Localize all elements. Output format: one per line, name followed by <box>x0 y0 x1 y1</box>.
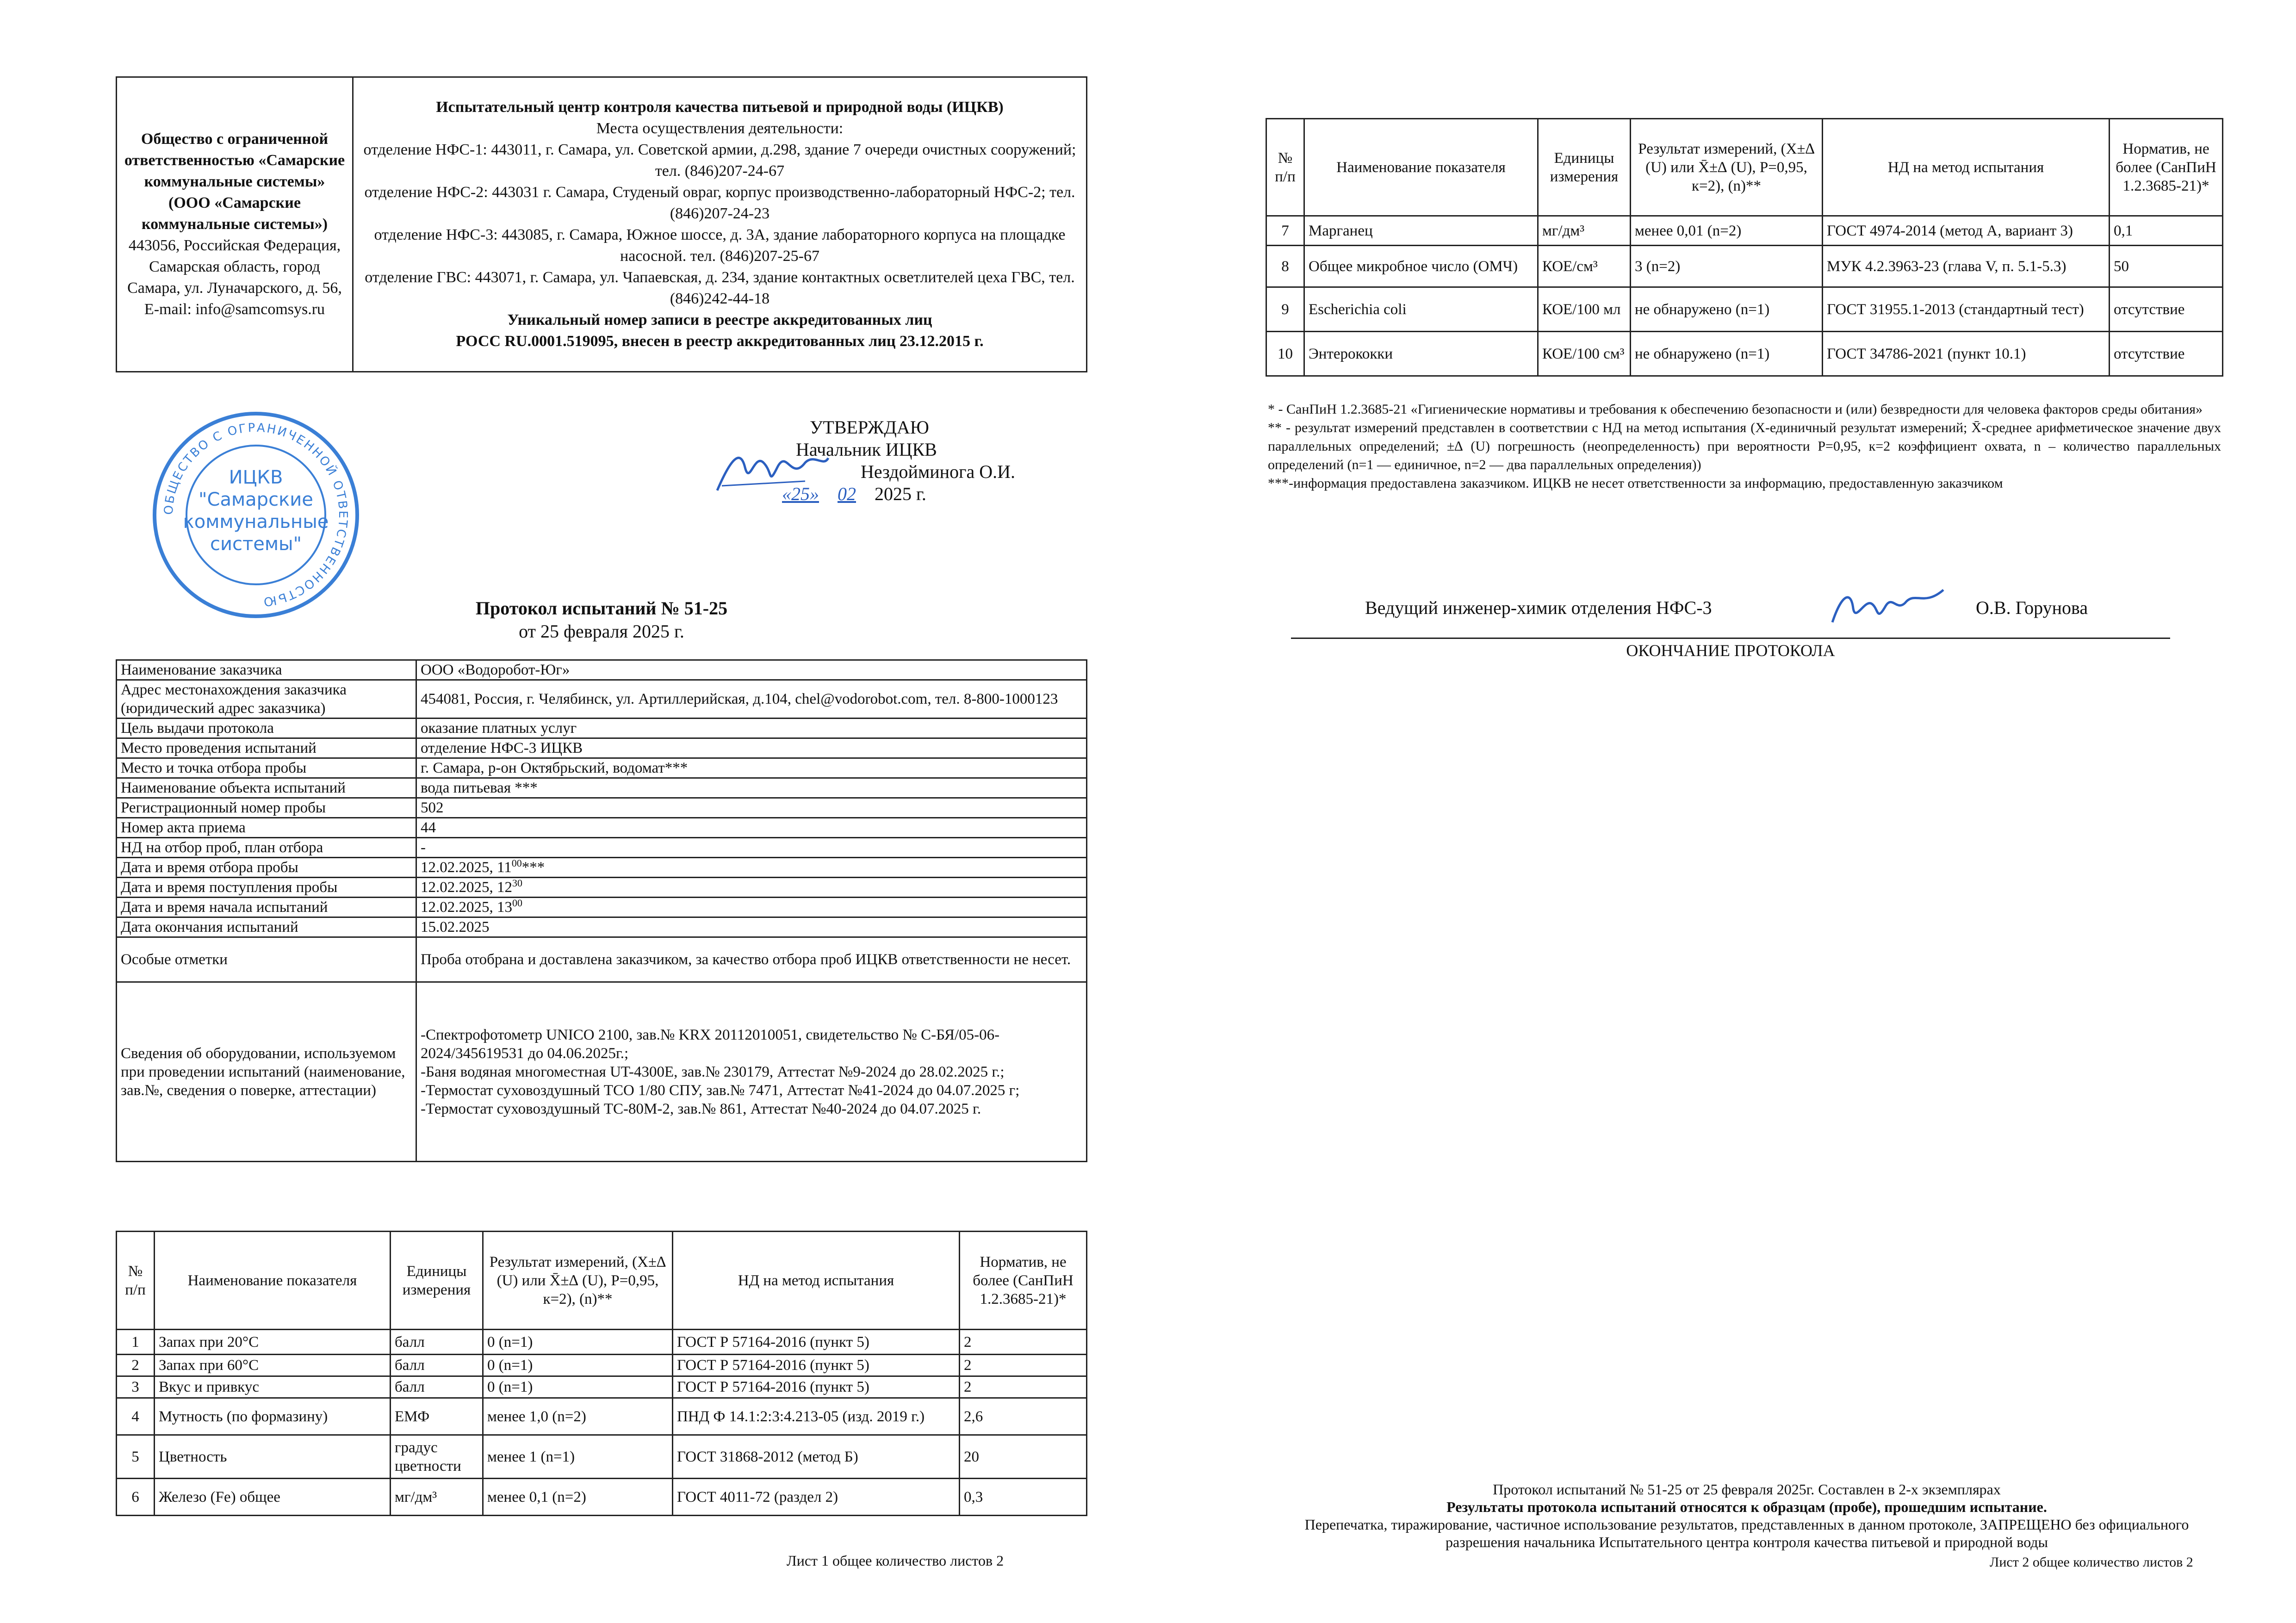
info-value: отделение НФС-3 ИЦКВ <box>416 738 1087 758</box>
result-result: 0 (n=1) <box>483 1330 673 1355</box>
info-row <box>117 917 1087 937</box>
result-unit: балл <box>391 1355 483 1376</box>
result-norm: 50 <box>2110 246 2223 287</box>
col-unit: Единицы измерения <box>391 1232 483 1330</box>
equipment-row <box>117 982 1087 1162</box>
approval-signature <box>713 440 833 500</box>
result-result: менее 0,01 (n=2) <box>1631 216 1823 246</box>
approval-title: УТВЕРЖДАЮ <box>810 417 929 438</box>
result-result: 0 (n=1) <box>483 1376 673 1398</box>
result-method: ГОСТ Р 57164-2016 (пункт 5) <box>673 1376 960 1398</box>
info-row <box>117 680 1087 719</box>
stamp-line1: ИЦКВ <box>229 467 283 488</box>
date-text: 12.02.2025, 13 <box>421 899 512 916</box>
footnote-sanpin: * - СанПиН 1.2.3685-21 «Гигиенические нормативы и требования к обеспечению безопасности и (или) безвредности для человека факторов среды обитания» <box>1268 402 2203 417</box>
org-right-cell <box>353 77 1087 372</box>
result-n: 2 <box>117 1355 155 1376</box>
footnote-result: ** - результат измерений представлен в соответствии с НД на метод испытания (Х-единичный результат измерений; X̄-среднее арифметическое значение двух параллельных определений; ±∆ (U) погрешность (неопределенность) при вероятности Р=0,95, к=2 коэффициент охвата, n – количество параллельных определений (n=1 — единичное, n=2 — два параллельных определения)) <box>1268 420 2221 472</box>
footnotes <box>1268 400 2221 493</box>
result-unit: балл <box>391 1376 483 1398</box>
result-row <box>117 1435 1087 1479</box>
bottom-line2: Результаты протокола испытаний относятся к образцам (пробе), прошедшим испытание. <box>1446 1499 2047 1515</box>
info-label: Цель выдачи протокола <box>117 719 416 738</box>
result-result: менее 1 (n=1) <box>483 1435 673 1479</box>
bottom-notice <box>1268 1481 2226 1551</box>
info-label: Дата и время отбора пробы <box>117 858 416 878</box>
result-result: не обнаружено (n=1) <box>1631 287 1823 332</box>
result-row <box>117 1376 1087 1398</box>
special-notes-label: Особые отметки <box>117 937 416 982</box>
col-method: НД на метод испытания <box>673 1232 960 1330</box>
result-row <box>1266 216 2223 246</box>
result-unit: КОЕ/100 мл <box>1538 287 1631 332</box>
result-unit: мг/дм³ <box>1538 216 1631 246</box>
info-row <box>117 878 1087 898</box>
info-date-value <box>416 858 1087 878</box>
branch-gvs: отделение ГВС: 443071, г. Самара, ул. Чапаевская, д. 234, здание контактных осветлителей цеха ГВС, тел. (846)242-44-18 <box>365 269 1075 307</box>
branch-nfs2: отделение НФС-2: 443031 г. Самара, Студеный овраг, корпус производственно-лабораторный НФС-2; тел. (846)207-24-23 <box>364 184 1075 222</box>
engineer-position: Ведущий инженер-химик отделения НФС-3 <box>1365 597 1712 618</box>
result-row <box>117 1398 1087 1435</box>
info-label: Регистрационный номер пробы <box>117 798 416 818</box>
col-name: Наименование показателя <box>1304 119 1538 216</box>
approval-position: Начальник ИЦКВ <box>796 439 937 460</box>
result-name: Запах при 20°С <box>155 1330 391 1355</box>
approval-date-year: 2025 г. <box>875 483 926 504</box>
result-method: ГОСТ Р 57164-2016 (пункт 5) <box>673 1355 960 1376</box>
result-name: Энтерококки <box>1304 332 1538 376</box>
info-label: Дата окончания испытаний <box>117 917 416 937</box>
info-row <box>117 898 1087 917</box>
result-unit: ЕМФ <box>391 1398 483 1435</box>
org-address: 443056, Российская Федерация, Самарская область, город Самара, ул. Луначарского, д. 56, <box>127 237 342 297</box>
info-label: НД на отбор проб, план отбора <box>117 838 416 858</box>
result-result: 0 (n=1) <box>483 1355 673 1376</box>
result-n: 1 <box>117 1330 155 1355</box>
info-value: вода питьевая *** <box>416 778 1087 798</box>
end-of-protocol-label: ОКОНЧАНИЕ ПРОТОКОЛА <box>1626 641 1835 660</box>
info-label: Наименование заказчика <box>117 660 416 680</box>
time-minutes: 00 <box>511 857 522 869</box>
info-row <box>117 719 1087 738</box>
result-name: Запах при 60°С <box>155 1355 391 1376</box>
time-minutes: 30 <box>512 877 522 889</box>
info-label: Наименование объекта испытаний <box>117 778 416 798</box>
info-value: - <box>416 838 1087 858</box>
protocol-title: Протокол испытаний № 51-25 <box>475 598 728 619</box>
result-result: не обнаружено (n=1) <box>1631 332 1823 376</box>
lab-title: Испытательный центр контроля качества питьевой и природной воды (ИЦКВ) <box>436 99 1004 116</box>
col-num: № п/п <box>1266 119 1304 216</box>
result-unit: КОЕ/см³ <box>1538 246 1631 287</box>
info-row <box>117 738 1087 758</box>
result-norm: 0,3 <box>960 1479 1087 1516</box>
result-n: 7 <box>1266 216 1304 246</box>
result-norm: 2 <box>960 1376 1087 1398</box>
sheet2-footer: Лист 2 общее количество листов 2 <box>1990 1555 2193 1570</box>
result-n: 4 <box>117 1398 155 1435</box>
info-date-value <box>416 878 1087 898</box>
info-value: 502 <box>416 798 1087 818</box>
branch-nfs3: отделение НФС-3: 443085, г. Самара, Южное шоссе, д. 3А, здание лабораторного корпуса на площадке насосной. тел. (846)207-25-67 <box>374 226 1066 265</box>
date-text: 12.02.2025, 12 <box>421 879 512 896</box>
org-email: E-mail: info@samcomsys.ru <box>144 301 325 318</box>
info-date-value <box>416 917 1087 937</box>
info-value: 454081, Россия, г. Челябинск, ул. Артиллерийская, д.104, chel@vodorobot.com, тел. 8-800-1000123 <box>416 680 1087 719</box>
stamp-line3: коммунальные <box>183 511 329 533</box>
info-value: ООО «Водоробот-Юг» <box>416 660 1087 680</box>
result-name: Марганец <box>1304 216 1538 246</box>
result-name: Мутность (по формазину) <box>155 1398 391 1435</box>
info-row <box>117 758 1087 778</box>
result-method: ГОСТ 31868-2012 (метод Б) <box>673 1435 960 1479</box>
result-result: менее 0,1 (n=2) <box>483 1479 673 1516</box>
special-notes-value: Проба отобрана и доставлена заказчиком, за качество отбора проб ИЦКВ ответственности не несет. <box>416 937 1087 982</box>
result-method: ГОСТ 4974-2014 (метод А, вариант 3) <box>1823 216 2110 246</box>
footnote-customer: ***-информация предоставлена заказчиком. ИЦКВ не несет ответственности за информацию, предоставленную заказчиком <box>1268 476 2003 491</box>
col-result: Результат измерений, (Х±∆ (U) или X̄±∆ (U), Р=0,95, к=2), (n)** <box>1631 119 1823 216</box>
protocol-title-block <box>116 597 1087 643</box>
info-label: Номер акта приема <box>117 818 416 838</box>
result-norm: отсутствие <box>2110 332 2223 376</box>
info-row <box>117 778 1087 798</box>
col-norm: Норматив, не более (СанПиН 1.2.3685-21)* <box>2110 119 2223 216</box>
result-n: 8 <box>1266 246 1304 287</box>
date-text: 12.02.2025, 11 <box>421 859 512 876</box>
result-unit: балл <box>391 1330 483 1355</box>
results-table-sheet1 <box>116 1231 1087 1516</box>
col-result: Результат измерений, (Х±∆ (U) или X̄±∆ (U), Р=0,95, к=2), (n)** <box>483 1232 673 1330</box>
result-n: 6 <box>117 1479 155 1516</box>
accreditation-line2: РОСС RU.0001.519095, внесен в реестр аккредитованных лиц 23.12.2015 г. <box>456 333 984 350</box>
end-divider <box>1291 638 2170 639</box>
col-unit: Единицы измерения <box>1538 119 1631 216</box>
info-label: Адрес местонахождения заказчика (юридический адрес заказчика) <box>117 680 416 719</box>
info-value: 44 <box>416 818 1087 838</box>
result-norm: отсутствие <box>2110 287 2223 332</box>
info-label: Дата и время начала испытаний <box>117 898 416 917</box>
time-minutes: 00 <box>512 897 522 909</box>
result-method: ГОСТ 31955.1-2013 (стандартный тест) <box>1823 287 2110 332</box>
info-label: Место проведения испытаний <box>117 738 416 758</box>
result-row <box>1266 332 2223 376</box>
stamp-line2: "Самарские <box>199 489 313 510</box>
result-norm: 2 <box>960 1355 1087 1376</box>
organization-stamp <box>153 412 359 618</box>
result-norm: 2 <box>960 1330 1087 1355</box>
result-row <box>117 1330 1087 1355</box>
result-method: ГОСТ 34786-2021 (пункт 10.1) <box>1823 332 2110 376</box>
org-left-cell <box>117 77 353 372</box>
result-n: 5 <box>117 1435 155 1479</box>
info-date-value <box>416 898 1087 917</box>
info-value: оказание платных услуг <box>416 719 1087 738</box>
result-name: Вкус и привкус <box>155 1376 391 1398</box>
result-row <box>117 1479 1087 1516</box>
equipment-list <box>416 982 1087 1162</box>
info-row <box>117 858 1087 878</box>
approval-date-day: «25» <box>782 483 819 504</box>
col-method: НД на метод испытания <box>1823 119 2110 216</box>
approval-date-month: 02 <box>838 483 856 504</box>
org-header-table <box>116 76 1087 372</box>
result-row <box>117 1355 1087 1376</box>
info-row <box>117 838 1087 858</box>
col-num: № п/п <box>117 1232 155 1330</box>
info-label: Место и точка отбора пробы <box>117 758 416 778</box>
result-name: Цветность <box>155 1435 391 1479</box>
info-label: Дата и время поступления пробы <box>117 878 416 898</box>
date-text: 15.02.2025 <box>421 919 490 935</box>
col-norm: Норматив, не более (СанПиН 1.2.3685-21)* <box>960 1232 1087 1330</box>
col-name: Наименование показателя <box>155 1232 391 1330</box>
result-n: 10 <box>1266 332 1304 376</box>
result-name: Общее микробное число (ОМЧ) <box>1304 246 1538 287</box>
result-n: 3 <box>117 1376 155 1398</box>
result-norm: 2,6 <box>960 1398 1087 1435</box>
info-row <box>117 660 1087 680</box>
protocol-date: от 25 февраля 2025 г. <box>519 621 684 642</box>
result-method: ГОСТ 4011-72 (раздел 2) <box>673 1479 960 1516</box>
result-result: 3 (n=2) <box>1631 246 1823 287</box>
result-norm: 20 <box>960 1435 1087 1479</box>
engineer-name: О.В. Горунова <box>1976 597 2088 618</box>
result-unit: КОЕ/100 см³ <box>1538 332 1631 376</box>
approval-name: Нездойминога О.И. <box>861 461 1016 482</box>
result-row <box>1266 287 2223 332</box>
result-method: МУК 4.2.3963-23 (глава V, п. 5.1-5.3) <box>1823 246 2110 287</box>
equipment-item: -Баня водяная многоместная UT-4300E, зав.№ 230179, Аттестат №9-2024 до 28.02.2025 г.; <box>421 1063 1005 1080</box>
result-unit: мг/дм³ <box>391 1479 483 1516</box>
date-note: *** <box>521 859 545 876</box>
results-table-sheet2 <box>1266 118 2223 377</box>
equipment-item: -Спектрофотометр UNICO 2100, зав.№ KRX 20112010051, свидетельство № С-БЯ/05-06-2024/345619531 до 04.06.2025г.; <box>421 1026 1000 1062</box>
result-name: Escherichia coli <box>1304 287 1538 332</box>
result-result: менее 1,0 (n=2) <box>483 1398 673 1435</box>
equipment-item: -Термостат суховоздушный ТСО 1/80 СПУ, зав.№ 7471, Аттестат №41-2024 до 04.07.2025 г; <box>421 1082 1020 1099</box>
equipment-item: -Термостат суховоздушный ТС-80М-2, зав.№ 861, Аттестат №40-2024 до 04.07.2025 г. <box>421 1100 981 1117</box>
org-legal-name: Общество с ограниченной ответственностью «Самарские коммунальные системы» (ООО «Самарские коммунальные системы») <box>124 130 345 233</box>
result-norm: 0,1 <box>2110 216 2223 246</box>
result-row <box>1266 246 2223 287</box>
sheet1-footer: Лист 1 общее количество листов 2 <box>787 1552 1004 1569</box>
result-unit: градус цветности <box>391 1435 483 1479</box>
result-method: ПНД Ф 14.1:2:3:4.213-05 (изд. 2019 г.) <box>673 1398 960 1435</box>
result-name: Железо (Fe) общее <box>155 1479 391 1516</box>
stamp-ring: ОБЩЕСТВО С ОГРАНИЧЕННОЙ ОТВЕТСТВЕННОСТЬЮ <box>161 421 350 609</box>
engineer-signature <box>1828 581 1948 632</box>
branch-nfs1: отделение НФС-1: 443011, г. Самара, ул. Советской армии, д.298, здание 7 очереди очистных сооружений; тел. (846)207-24-67 <box>363 141 1076 180</box>
result-n: 9 <box>1266 287 1304 332</box>
accreditation-line1: Уникальный номер записи в реестре аккредитованных лиц <box>507 311 932 328</box>
bottom-line1: Протокол испытаний № 51-25 от 25 февраля 2025г. Составлен в 2-х экземплярах <box>1493 1481 2001 1498</box>
equipment-label: Сведения об оборудовании, используемом при проведении испытаний (наименование, зав.№, сведения о поверке, аттестации) <box>117 982 416 1162</box>
stamp-line4: системы" <box>210 533 302 555</box>
special-notes-row <box>117 937 1087 982</box>
info-row <box>117 798 1087 818</box>
result-method: ГОСТ Р 57164-2016 (пункт 5) <box>673 1330 960 1355</box>
places-label: Места осуществления деятельности: <box>596 120 844 137</box>
info-value: г. Самара, р-он Октябрьский, водомат*** <box>416 758 1087 778</box>
info-row <box>117 818 1087 838</box>
customer-info-table <box>116 659 1087 1162</box>
bottom-line3: Перепечатка, тиражирование, частичное использование результатов, представленных в данном протоколе, ЗАПРЕЩЕНО без официального разрешения начальника Испытательного центра контроля качества питьевой и природной воды <box>1304 1516 2189 1550</box>
